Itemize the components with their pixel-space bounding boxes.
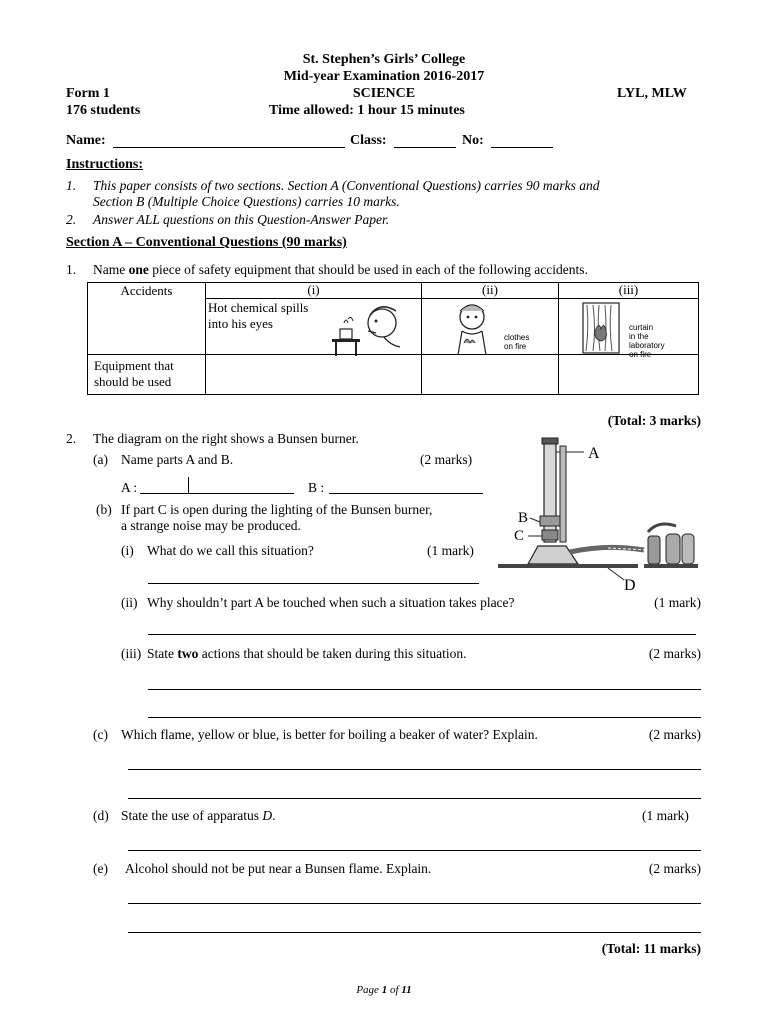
q2d-label: (d): [93, 808, 109, 823]
case-i-line2: into his eyes: [208, 316, 273, 331]
q2b-line2: a strange noise may be produced.: [121, 518, 301, 533]
curtain-label-4: on fire: [629, 350, 652, 359]
case-i-cell: [206, 299, 422, 355]
school-name: St. Stephen’s Girls’ College: [302, 52, 466, 67]
subject-label: SCIENCE: [352, 86, 416, 101]
q2biii-answer-line-1[interactable]: [148, 689, 701, 690]
text-cursor: [188, 477, 189, 493]
q2biii-label: (iii): [121, 646, 142, 661]
instruction-1-number: 1.: [66, 178, 77, 193]
eye-splash-illustration: [328, 301, 410, 357]
class-label: Class:: [350, 133, 387, 148]
q2a-answer-b-field[interactable]: [329, 493, 483, 494]
q2bi-marks: (1 mark): [427, 543, 474, 558]
name-label: Name:: [66, 133, 106, 148]
q2e-text: Alcohol should not be put near a Bunsen flame. Explain.: [125, 861, 432, 876]
q2bii-answer-line[interactable]: [148, 634, 696, 635]
q2b-line1: If part C is open during the lighting of the Bunsen burner,: [121, 502, 433, 517]
page-total: 11: [401, 984, 412, 996]
instruction-2-text: Answer ALL questions on this Question-Answer Paper.: [93, 212, 390, 227]
q2bi-label: (i): [121, 543, 134, 558]
class-field[interactable]: [394, 147, 456, 148]
curtain-fire-illustration: [577, 301, 625, 357]
case-i-line1: Hot chemical spills: [208, 300, 309, 315]
diagram-label-d: D: [624, 577, 636, 594]
accidents-header: [88, 283, 206, 355]
equipment-row-header: [88, 355, 206, 395]
no-field[interactable]: [491, 147, 553, 148]
q2c-text: Which flame, yellow or blue, is better for boiling a beaker of water? Explain.: [121, 727, 538, 742]
q2c-marks: (2 marks): [648, 727, 701, 742]
q2d-text-pre: State the use of apparatus: [121, 808, 263, 823]
q2bi-answer-line[interactable]: [148, 583, 479, 584]
q2e-answer-line-2[interactable]: [128, 932, 701, 933]
section-a-title: Section A – Conventional Questions (90 marks): [66, 235, 347, 250]
teachers-label: LYL, MLW: [617, 86, 687, 101]
q2biii-answer-line-2[interactable]: [148, 717, 701, 718]
q2biii-text-post: actions that should be taken during this situation.: [198, 646, 467, 661]
curtain-label-3: laboratory: [629, 341, 665, 350]
name-field[interactable]: [113, 147, 345, 148]
q2c-answer-line-1[interactable]: [128, 769, 701, 770]
q2a-text: Name parts A and B.: [121, 452, 234, 467]
q1-text: [93, 262, 588, 278]
q2biii-marks: (2 marks): [648, 646, 701, 661]
no-label: No:: [462, 133, 484, 148]
accidents-header-text: Accidents: [120, 283, 173, 298]
q2a-marks: (2 marks): [420, 452, 473, 467]
q2bi-text: What do we call this situation?: [147, 543, 314, 558]
q2-number: 2.: [66, 431, 77, 446]
instruction-1-line1: This paper consists of two sections. Section A (Conventional Questions) carries 90 marks and: [93, 178, 600, 193]
q2biii-text: [147, 646, 466, 662]
q1-text-bold: one: [128, 262, 149, 277]
q2a-label: (a): [93, 452, 108, 467]
bunsen-burner-diagram: [498, 432, 704, 594]
page-word: Page: [356, 984, 379, 996]
time-allowed: Time allowed: 1 hour 15 minutes: [269, 103, 465, 118]
curtain-label-2: in the: [629, 332, 649, 341]
q2c-label: (c): [93, 727, 108, 742]
page-footer: [0, 984, 768, 996]
q1-text-post: piece of safety equipment that should be used in each of the following accidents.: [148, 262, 588, 277]
col-i-header-text: (i): [307, 282, 320, 297]
col-ii-header: [422, 283, 559, 299]
col-i-header: [206, 283, 422, 299]
equipment-answer-iii[interactable]: [559, 355, 699, 395]
q1-total: (Total: 3 marks): [607, 413, 701, 428]
q2c-answer-line-2[interactable]: [128, 798, 701, 799]
curtain-fire-label: [629, 323, 665, 359]
case-ii-cell: [422, 299, 559, 355]
q2d-text-post: .: [272, 808, 276, 823]
q2a-answer-b-label: B :: [308, 480, 325, 495]
q2e-label: (e): [93, 861, 108, 876]
q2b-label: (b): [96, 502, 112, 517]
exam-title: Mid-year Examination 2016-2017: [283, 69, 485, 84]
q2bii-marks: (1 mark): [654, 595, 701, 610]
q2bii-text: Why shouldn’t part A be touched when such a situation takes place?: [147, 595, 515, 610]
col-iii-header: [559, 283, 699, 299]
q2a-answer-a-field[interactable]: [140, 493, 294, 494]
curtain-label-1: curtain: [629, 323, 654, 332]
of-word: of: [389, 984, 399, 996]
equipment-answer-ii[interactable]: [422, 355, 559, 395]
q2d-text: [121, 808, 275, 824]
page-number: 1: [381, 984, 388, 996]
diagram-label-c: C: [514, 528, 525, 544]
q2d-text-italic: D: [262, 808, 273, 823]
q2e-answer-line-1[interactable]: [128, 903, 701, 904]
accidents-table: [87, 282, 699, 395]
instructions-title: Instructions:: [66, 157, 144, 172]
clothes-on-fire-label: [504, 333, 529, 351]
students-count: 176 students: [66, 103, 141, 118]
clothes-on-fire-illustration: [450, 301, 500, 357]
instruction-1-line2: Section B (Multiple Choice Questions) carries 10 marks.: [93, 194, 400, 209]
equipment-line1: Equipment that: [94, 358, 174, 373]
instruction-2-number: 2.: [66, 212, 77, 227]
clothes-label-1: clothes: [504, 333, 530, 342]
case-iii-cell: [559, 299, 699, 359]
diagram-label-b: B: [518, 510, 529, 526]
q2bii-label: (ii): [121, 595, 138, 610]
equipment-line2: should be used: [94, 374, 172, 389]
q2d-answer-line[interactable]: [128, 850, 701, 851]
diagram-label-a: A: [588, 445, 600, 462]
q2-intro: The diagram on the right shows a Bunsen burner.: [93, 431, 359, 446]
form-label: Form 1: [66, 86, 110, 101]
clothes-label-2: on fire: [504, 342, 527, 351]
col-ii-header-text: (ii): [482, 282, 498, 297]
q2biii-text-pre: State: [147, 646, 178, 661]
q1-text-pre: Name: [93, 262, 129, 277]
q2biii-text-bold: two: [177, 646, 199, 661]
q2-total: (Total: 11 marks): [601, 941, 701, 956]
q1-number: 1.: [66, 262, 77, 277]
col-iii-header-text: (iii): [618, 282, 639, 297]
q2a-answer-a-label: A :: [121, 480, 138, 495]
q2e-marks: (2 marks): [648, 861, 701, 876]
q2d-marks: (1 mark): [642, 808, 689, 823]
equipment-answer-i[interactable]: [206, 355, 422, 395]
